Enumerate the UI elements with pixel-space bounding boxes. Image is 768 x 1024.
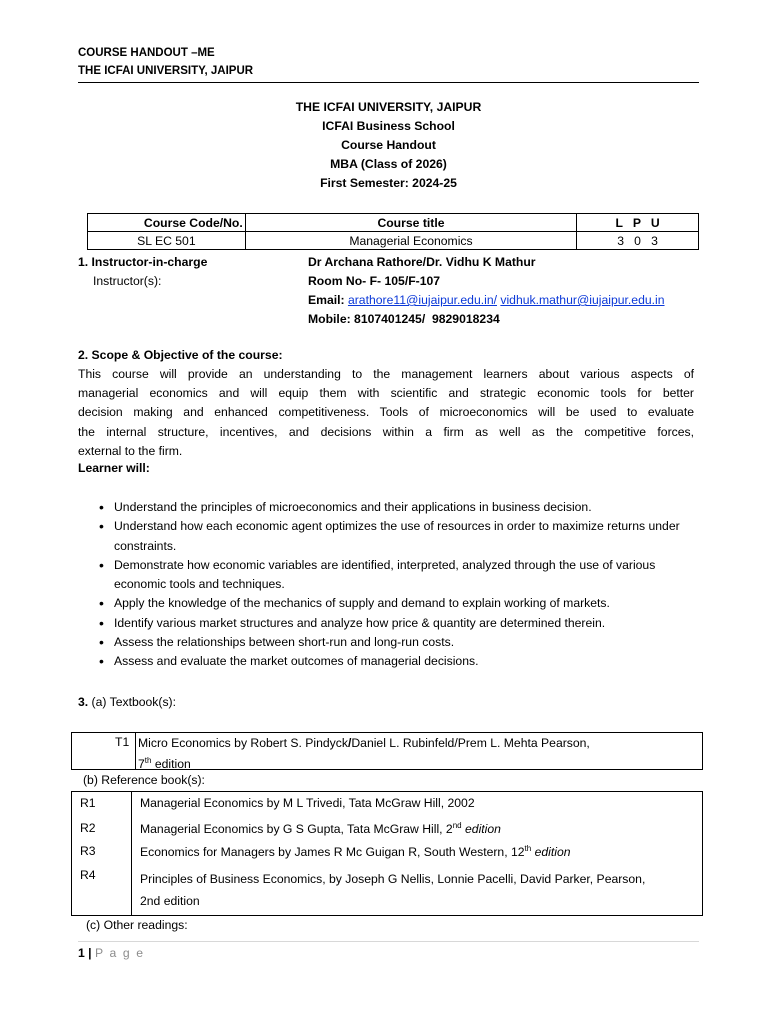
instructor-mobile: Mobile: 8107401245/ 9829018234	[308, 312, 500, 326]
reference-text: Managerial Economics by M L Trivedi, Tata McGraw Hill, 2002	[140, 796, 475, 810]
list-item: • Understand the principles of microeconomics and their applications in business decision.	[95, 498, 695, 517]
course-table	[87, 213, 699, 250]
header-course-code: Course Code/No.	[88, 214, 246, 232]
course-table-header	[88, 214, 699, 232]
title-program: MBA (Class of 2026)	[330, 157, 447, 171]
title-school: ICFAI Business School	[322, 119, 455, 133]
list-item: • Identify various market structures and analyze how price & quantity are determined therein.	[95, 614, 695, 633]
textbook-id: T1	[115, 735, 130, 749]
page-footer	[78, 946, 145, 960]
reference-text: Managerial Economics by G S Gupta, Tata McGraw Hill, 2nd edition	[140, 821, 501, 837]
textbooks-heading-number: 3.	[78, 695, 89, 709]
reference-id: R3	[80, 844, 96, 858]
scope-heading: 2. Scope & Objective of the course:	[78, 348, 283, 362]
page-label: P a g e	[94, 946, 145, 960]
list-item: • Apply the knowledge of the mechanics of supply and demand to explain working of markets.	[95, 594, 695, 613]
course-lpu: 3 0 3	[577, 232, 699, 250]
instructors-label: Instructor(s):	[93, 274, 162, 288]
running-header-university: THE ICFAI UNIVERSITY, JAIPUR	[78, 65, 254, 77]
header-lpu: L P U	[577, 214, 699, 232]
page-number: 1	[78, 946, 85, 960]
list-item: • Assess and evaluate the market outcomes of managerial decisions.	[95, 652, 695, 671]
textbook-table	[71, 732, 703, 770]
learner-outcomes-list	[95, 498, 695, 672]
scope-line-2: managerial economics and will equip them with scientific and strategic economic tools for better	[78, 386, 694, 401]
scope-line-4: the internal structure, incentives, and decisions within a firm as well as the competitive forces,	[78, 424, 694, 439]
course-table-row	[88, 232, 699, 250]
reference-id: R1	[80, 796, 96, 810]
instructor-email-line	[308, 293, 665, 307]
page-separator: |	[84, 946, 95, 960]
list-item: • Demonstrate how economic variables are identified, interpreted, analyzed through the use of various economic tools and techniques.	[95, 556, 695, 595]
instructor-names: Dr Archana Rathore/Dr. Vidhu K Mathur	[308, 255, 536, 269]
other-readings-heading: (c) Other readings:	[86, 918, 188, 932]
course-code: SL EC 501	[88, 232, 246, 250]
reference-table	[71, 791, 703, 916]
email-link-1[interactable]: arathore11@iujaipur.edu.in/	[347, 293, 497, 307]
footer-divider	[78, 941, 699, 942]
reference-id: R4	[80, 868, 96, 882]
textbook-entry	[138, 735, 698, 773]
textbook-line-1: Micro Economics by Robert S. Pindyck/Daniel L. Rubinfeld/Prem L. Mehta Pearson,	[138, 736, 590, 750]
instructor-section-heading: 1. Instructor-in-charge	[78, 255, 208, 269]
header-divider	[78, 82, 699, 83]
scope-line-1: This course will provide an understanding to the management learners about various aspects of	[78, 367, 694, 381]
textbook-column-divider	[135, 733, 136, 769]
course-title: Managerial Economics	[245, 232, 576, 250]
instructor-room: Room No- F- 105/F-107	[308, 274, 441, 288]
header-course-title: Course title	[245, 214, 576, 232]
list-item: • Assess the relationships between short-run and long-run costs.	[95, 633, 695, 652]
reference-id: R2	[80, 821, 96, 835]
scope-line-5: external to the firm.	[78, 443, 183, 458]
scope-line-3: decision making and enhanced competitiveness. Tools of microeconomics will be used to evaluate	[78, 405, 694, 420]
email-link-2[interactable]: vidhuk.mathur@iujaipur.edu.in	[500, 293, 665, 307]
textbooks-heading	[78, 695, 176, 709]
title-semester: First Semester: 2024-25	[320, 176, 457, 190]
title-doc-type: Course Handout	[341, 138, 436, 152]
textbook-line-2: 7th edition	[138, 756, 191, 772]
list-item: • Understand how each economic agent optimizes the use of resources in order to maximize returns under constraints.	[95, 517, 695, 556]
running-header-course: COURSE HANDOUT –ME	[78, 47, 215, 59]
email-label: Email:	[308, 293, 345, 307]
reference-text: Economics for Managers by James R Mc Guigan R, South Western, 12th edition	[140, 844, 571, 860]
title-university: THE ICFAI UNIVERSITY, JAIPUR	[295, 100, 482, 114]
reference-text: Principles of Business Economics, by Joseph G Nellis, Lonnie Pacelli, David Parker, Pearson, 2nd edition	[140, 872, 646, 908]
references-heading: (b) Reference book(s):	[83, 773, 205, 787]
learner-heading: Learner will:	[78, 461, 150, 475]
scope-paragraph	[78, 365, 694, 461]
reference-column-divider	[131, 792, 132, 915]
textbooks-heading-text: (a) Textbook(s):	[88, 695, 176, 709]
